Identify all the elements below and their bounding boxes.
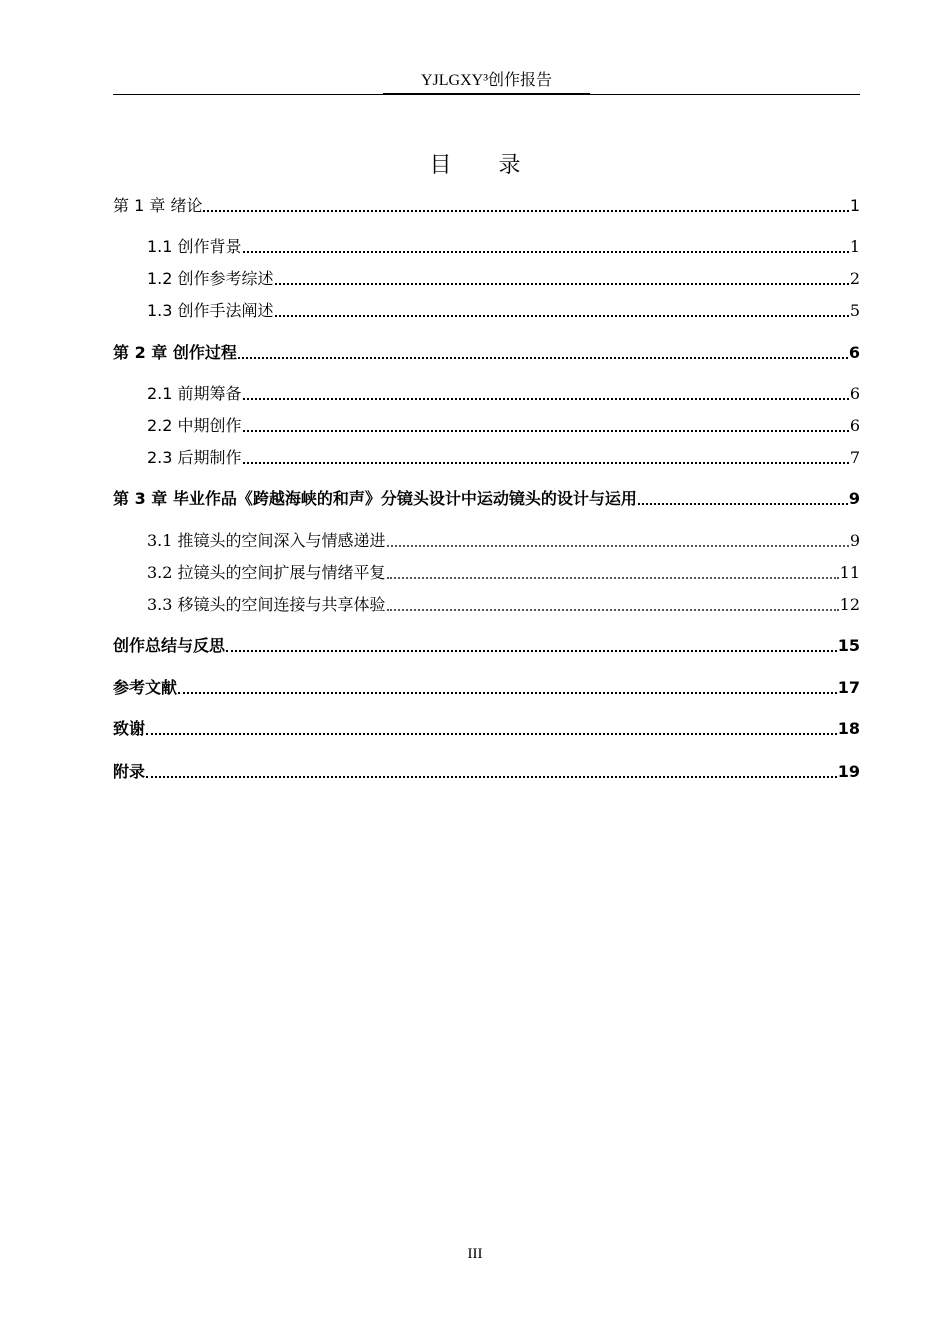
dot-leader: [226, 650, 837, 652]
toc-entry-3-1[interactable]: [147, 528, 860, 552]
dot-leader: [238, 357, 848, 359]
toc-entry-text: 拉镜头的空间扩展与情绪平复: [177, 563, 386, 582]
toc-entry-text: 后期制作: [177, 448, 242, 467]
toc-entry-page: 1: [849, 237, 860, 256]
toc-entry-text: 移镜头的空间连接与共享体验: [177, 595, 386, 614]
dot-leader: [387, 545, 849, 547]
dot-leader: [243, 251, 849, 253]
dot-leader: [243, 398, 849, 400]
toc-entry-number: 1.2: [147, 269, 178, 288]
toc-entry-1-1[interactable]: [147, 234, 860, 258]
dot-leader: [387, 609, 839, 611]
toc-entry-2-2[interactable]: [147, 413, 860, 437]
toc-entry-text: 创作总结与反思: [113, 636, 226, 655]
toc-entry-page: 1: [849, 196, 860, 215]
toc-entry-page: 5: [849, 301, 860, 320]
toc-entry-text: 创作参考综述: [177, 269, 274, 288]
toc-entry-text: 创作过程: [172, 343, 237, 362]
toc-entry-page: 19: [837, 762, 860, 781]
dot-leader: [146, 776, 837, 778]
toc-entry-page: 6: [849, 384, 860, 403]
dot-leader: [638, 503, 848, 505]
toc-entry-2-3[interactable]: [147, 445, 860, 469]
toc-entry-number: 第 2 章: [113, 343, 173, 362]
toc-entry-number: 3.3: [147, 595, 178, 614]
toc-entry-text: 创作背景: [177, 237, 242, 256]
dot-leader: [275, 283, 849, 285]
toc-title: 目 录: [429, 153, 541, 178]
toc-entry-page: 18: [837, 719, 860, 738]
toc-entry-1-2[interactable]: [147, 266, 860, 290]
toc-entry-appendix[interactable]: [113, 759, 860, 783]
toc-entry-text: 附录: [113, 762, 146, 781]
dot-leader: [387, 577, 839, 579]
toc-entry-page: 6: [849, 416, 860, 435]
dot-leader: [243, 462, 849, 464]
toc-entry-text: 前期筹备: [177, 384, 242, 403]
toc-entry-acknowledgements[interactable]: [113, 716, 860, 740]
header-title: YJLGXY³创作报告: [383, 69, 590, 94]
toc-entry-page: 11: [839, 563, 860, 582]
toc-entry-text: 毕业作品《跨越海峡的和声》分镜头设计中运动镜头的设计与运用: [172, 489, 637, 508]
dot-leader: [146, 733, 837, 735]
toc-entry-page: 9: [848, 489, 860, 508]
toc-entry-number: 3.1: [147, 531, 178, 550]
dot-leader: [243, 430, 849, 432]
dot-leader: [275, 315, 849, 317]
toc-entry-text: 参考文献: [113, 678, 178, 697]
toc-entry-number: 第 1 章: [113, 196, 171, 215]
toc-entry-chapter-1[interactable]: [113, 193, 860, 217]
toc-entry-page: 15: [837, 636, 860, 655]
toc-entry-page: 17: [837, 678, 860, 697]
toc-entry-number: 3.2: [147, 563, 178, 582]
toc-entry-3-3[interactable]: [147, 592, 860, 616]
toc-entry-number: 2.3: [147, 448, 178, 467]
toc-entry-page: 9: [849, 531, 860, 550]
toc-entry-text: 中期创作: [177, 416, 242, 435]
toc-entry-number: 第 3 章: [113, 489, 173, 508]
toc-entry-number: 1.3: [147, 301, 178, 320]
toc-entry-number: 1.1: [147, 237, 178, 256]
toc-entry-page: 6: [848, 343, 860, 362]
toc-entry-references[interactable]: [113, 675, 860, 699]
toc-entry-chapter-2[interactable]: [113, 340, 860, 364]
dot-leader: [178, 692, 837, 694]
toc-entry-text: 绪论: [170, 196, 203, 215]
page-number: III: [467, 1246, 483, 1262]
toc-entry-page: 12: [839, 595, 860, 614]
toc-entry-3-2[interactable]: [147, 560, 860, 584]
toc-entry-page: 2: [849, 269, 860, 288]
page-header: [113, 68, 860, 95]
toc-entry-2-1[interactable]: [147, 381, 860, 405]
toc-entry-chapter-3[interactable]: [113, 486, 860, 510]
toc-entry-text: 推镜头的空间深入与情感递进: [177, 531, 386, 550]
toc-entry-number: 2.2: [147, 416, 178, 435]
toc-entry-text: 创作手法阐述: [177, 301, 274, 320]
toc-entry-text: 致谢: [113, 719, 146, 738]
toc-entry-summary[interactable]: [113, 633, 860, 657]
dot-leader: [203, 210, 848, 212]
toc-entry-1-3[interactable]: [147, 298, 860, 322]
toc-entry-number: 2.1: [147, 384, 178, 403]
toc-entry-page: 7: [849, 448, 860, 467]
